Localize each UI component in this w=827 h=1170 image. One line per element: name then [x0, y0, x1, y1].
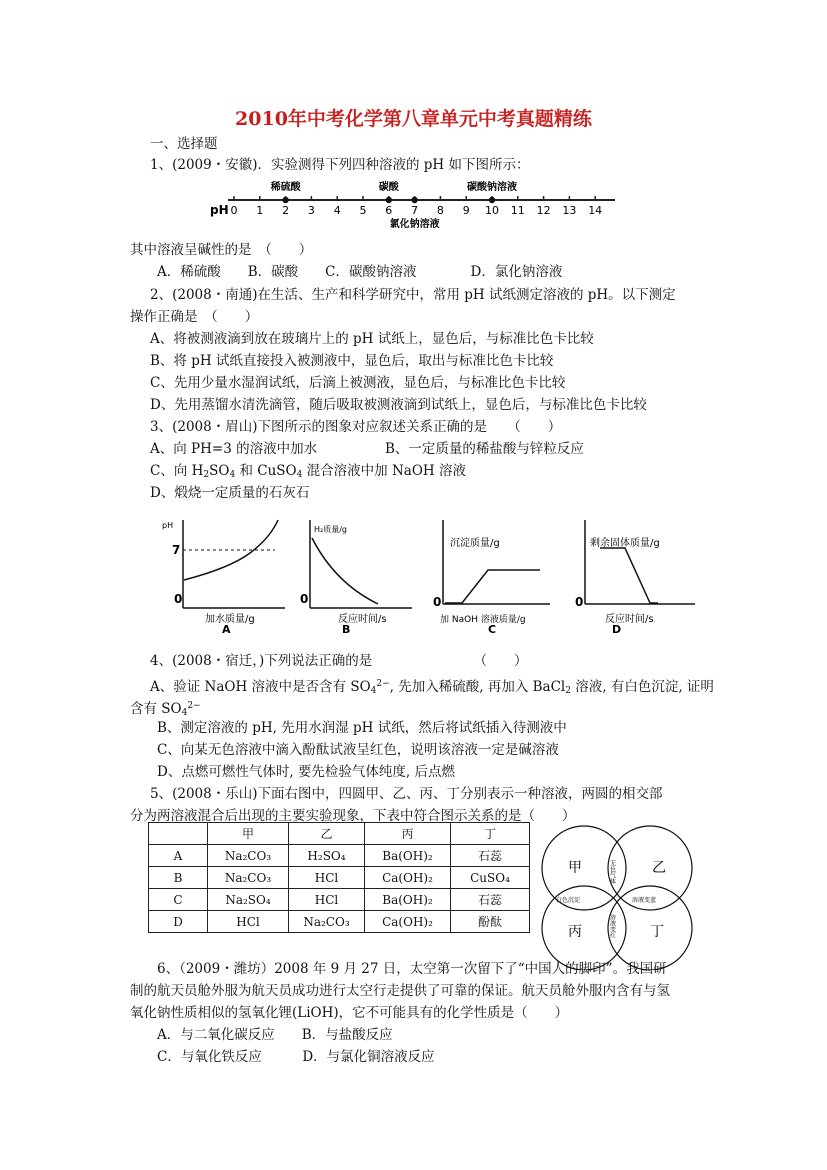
q2-option-c: C、先用少量水湿润试纸，后滴上被测液，显色后，与标准比色卡比较: [150, 375, 566, 391]
ph-tick-label: 8: [436, 204, 444, 217]
graph-b-xlabel: 反应时间/s: [338, 614, 387, 625]
graph-d-xlabel: 反应时间/s: [605, 614, 654, 625]
q6-options-ab: A．与二氧化碳反应 B．与盐酸反应: [157, 1027, 393, 1043]
graph-c-xlabel: 加 NaOH 溶液质量/g: [440, 615, 526, 625]
venn-bottom: 溶液变红: [608, 914, 616, 938]
venn-right: 溶液变蓝: [632, 897, 657, 904]
q3-option-a: A、向 PH=3 的溶液中加水: [150, 441, 318, 457]
q4-option-c: C、向某无色溶液中滴入酚酞试液呈红色，说明该溶液一定是碱溶液: [157, 742, 559, 758]
table-row: B Na₂CO₃ HCl Ca(OH)₂ CuSO₄: [149, 867, 530, 889]
page-title: 2010年中考化学第八章单元中考真题精练: [235, 108, 592, 130]
venn-left: 白色沉淀: [556, 897, 581, 904]
graph-c-origin: 0: [433, 595, 442, 609]
graph-d-ylabel: 剩余固体质量/g: [590, 538, 660, 549]
ph-tick-label: 14: [588, 204, 603, 217]
ph-marker-label: 碳酸钠溶液: [467, 182, 517, 193]
ph-tick-label: 9: [462, 204, 470, 217]
ph-scale-label: pH: [210, 203, 229, 217]
table-row: A Na₂CO₃ H₂SO₄ Ba(OH)₂ 石蕊: [149, 845, 530, 867]
q3-graphs: [150, 508, 710, 638]
venn-ding: 丁: [650, 924, 664, 940]
table-row: C Na₂SO₄ HCl Ba(OH)₂ 石蕊: [149, 889, 530, 911]
q6-line-1: 6、（2009・潍坊）2008 年 9 月 27 日，太空第一次留下了“中国人的脚印”。我国研: [157, 961, 667, 977]
section-heading: 一、选择题: [150, 136, 218, 152]
graph-a-letter: A: [222, 623, 231, 636]
graph-d-origin: 0: [575, 595, 584, 609]
q2-stem-1: 2、(2008・南通)在生活、生产和科学研究中，常用 pH 试纸测定溶液的 pH。以下测定: [150, 287, 676, 303]
q1-options: A．稀硫酸 B．碳酸 C．碳酸钠溶液 D．氯化钠溶液: [157, 264, 563, 280]
q4-option-a-1: A、验证 NaOH 溶液中是否含有 $SO_4^{2-}$, 先加入稀硫酸, 再加入 BaCl$_2$ 溶液, 有白色沉淀, 证明: [150, 679, 714, 696]
q5-table: [148, 822, 530, 933]
q5-venn: [532, 820, 702, 970]
ph-tick-label: 4: [333, 204, 341, 217]
ph-marker-dot: [411, 197, 417, 203]
ph-tick-label: 5: [359, 204, 367, 217]
venn-bing: 丙: [568, 924, 582, 940]
ph-marker-dot: [489, 197, 495, 203]
ph-tick-label: 0: [230, 204, 238, 217]
venn-yi: 乙: [652, 860, 666, 876]
ph-marker-dot: [282, 197, 288, 203]
q2-option-d: D、先用蒸馏水清洗滴管，随后吸取被测液滴到试纸上，显色后，与标准比色卡比较: [150, 397, 647, 413]
graph-b: [300, 520, 412, 636]
graph-d-letter: D: [612, 623, 622, 636]
graph-c-ylabel: 沉淀质量/g: [450, 538, 500, 549]
q5-stem-2: 分为两溶液混合后出现的主要实验现象，下表中符合图示关系的是（ ）: [130, 808, 576, 824]
graph-b-letter: B: [342, 623, 351, 636]
q1-question: 其中溶液呈碱性的是 （ ）: [130, 242, 313, 258]
graph-a-ylabel: pH: [162, 521, 174, 530]
ph-scale: [200, 176, 620, 234]
ph-marker-dot: [386, 197, 392, 203]
ph-marker-label: 稀硫酸: [270, 182, 301, 193]
q1-stem: 1、(2009・安徽)．实验测得下列四种溶液的 pH 如下图所示：: [150, 157, 530, 173]
q2-option-b: B、将 pH 试纸直接投入被测液中，显色后，取出与标准比色卡比较: [150, 353, 554, 369]
venn-jia: 甲: [568, 860, 582, 876]
ph-tick-label: 2: [282, 204, 290, 217]
graph-d: [575, 520, 695, 636]
table-row: D HCl Na₂CO₃ Ca(OH)₂ 酚酞: [149, 911, 530, 933]
graph-a-y7: 7: [172, 543, 181, 557]
ph-marker-label: 氯化钠溶液: [389, 219, 440, 230]
ph-tick-label: 3: [307, 204, 315, 217]
q4-option-a-2: 含有 $SO_4^{2-}$: [130, 701, 201, 718]
q4-stem: 4、(2008・宿迁，)下列说法正确的是 （ ）: [150, 653, 528, 669]
q3-stem: 3、(2008・眉山)下图所示的图象对应叙述关系正确的是 （ ）: [150, 419, 562, 435]
venn-top: 无色气体: [608, 860, 616, 884]
q3-option-d: D、煅烧一定质量的石灰石: [150, 485, 310, 501]
graph-a: [162, 520, 285, 636]
q2-stem-2: 操作正确是 （ ）: [130, 309, 259, 325]
graph-c-letter: C: [488, 623, 497, 636]
table-row: 甲 乙 丙 丁: [149, 823, 530, 845]
graph-a-xlabel: 加水质量/g: [205, 614, 255, 625]
ph-tick-label: 13: [562, 204, 577, 217]
q3-option-b: B、一定质量的稀盐酸与锌粒反应: [385, 441, 584, 457]
graph-a-origin: 0: [174, 592, 183, 606]
graph-b-ylabel: H₂质量/g: [314, 525, 347, 534]
ph-tick-label: 10: [485, 204, 499, 217]
ph-tick-label: 12: [536, 204, 551, 217]
ph-tick-label: 7: [411, 204, 419, 217]
q2-option-a: A、将被测液滴到放在玻璃片上的 pH 试纸上，显色后，与标准比色卡比较: [150, 331, 594, 347]
q6-options-cd: C．与氧化铁反应 D．与氯化铜溶液反应: [157, 1049, 435, 1065]
q5-stem-1: 5、(2008・乐山)下面右图中，四圆甲、乙、丙、丁分别表示一种溶液，两圆的相交部: [150, 786, 663, 802]
q4-option-b: B、测定溶液的 pH, 先用水润湿 pH 试纸，然后将试纸插入待测液中: [157, 720, 567, 736]
ph-marker-label: 碳酸: [378, 182, 399, 193]
ph-tick-label: 11: [510, 204, 525, 217]
graph-b-origin: 0: [300, 592, 309, 606]
graph-c: [433, 520, 550, 636]
q3-option-c: C、向 $H_2SO_4$ 和 CuSO$_4$ 混合溶液中加 NaOH 溶液: [150, 463, 466, 480]
q6-line-3: 氧化钠性质相似的氢氧化锂(LiOH)，它不可能具有的化学性质是（ ）: [130, 1005, 569, 1021]
q6-line-2: 制的航天员舱外服为航天员成功进行太空行走提供了可靠的保证。航天员舱外服内含有与氢: [130, 983, 670, 999]
ph-tick-label: 1: [256, 204, 264, 217]
q4-option-d: D、点燃可燃性气体时, 要先检验气体纯度, 后点燃: [157, 764, 455, 780]
ph-tick-label: 6: [385, 204, 393, 217]
